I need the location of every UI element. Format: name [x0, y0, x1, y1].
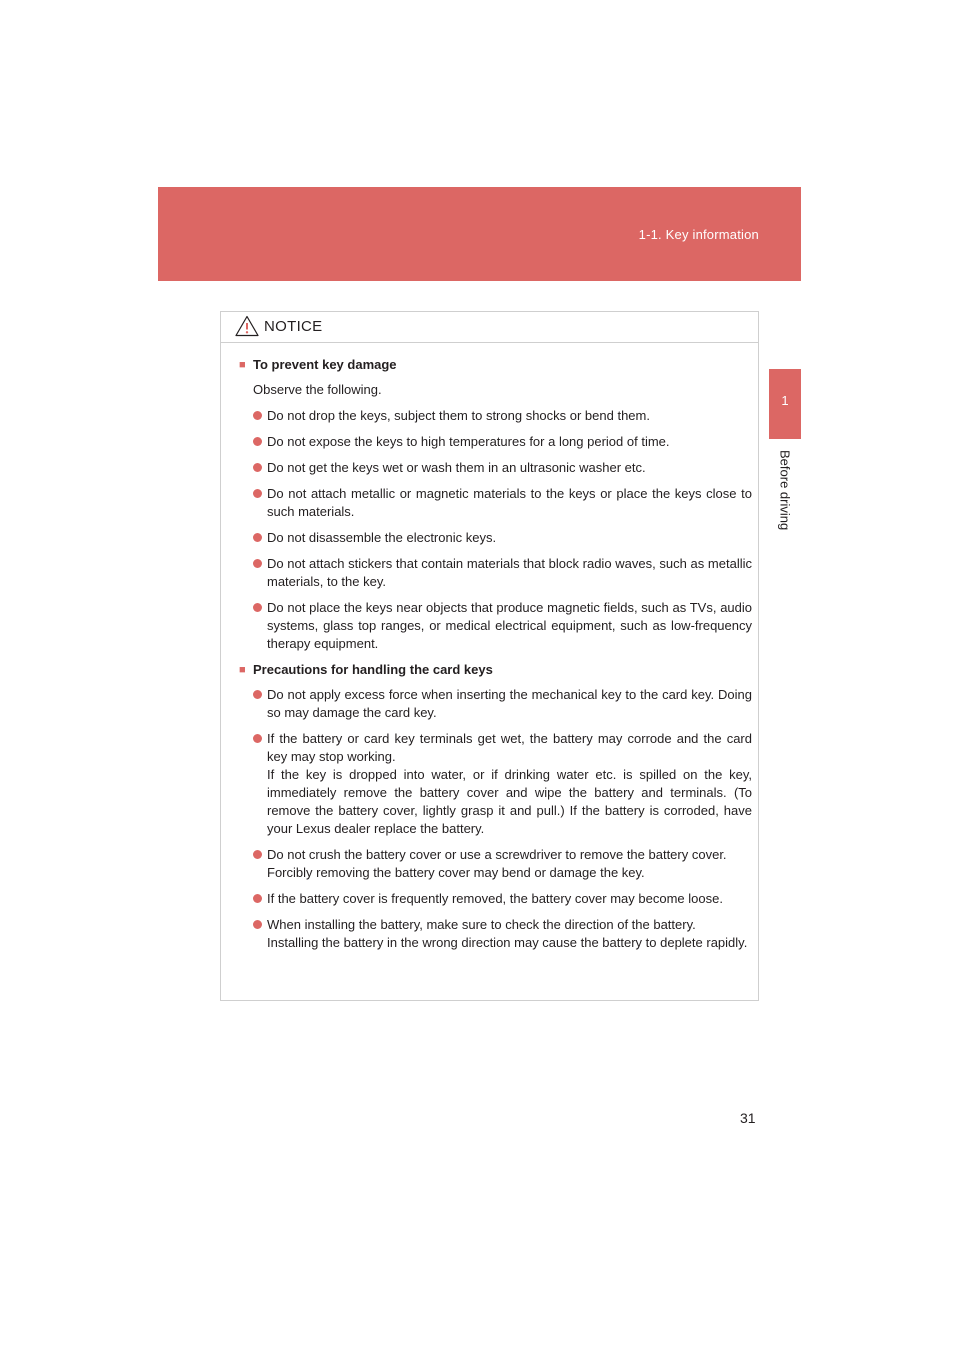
bullet-dot-icon	[253, 850, 262, 859]
list-item	[239, 485, 752, 521]
list-item	[239, 555, 752, 591]
section-header-band	[158, 187, 801, 281]
bullet-dot-icon	[253, 437, 262, 446]
list-item-continuation	[239, 934, 752, 952]
bullet-dot-icon	[253, 603, 262, 612]
section-heading	[239, 356, 752, 374]
notice-box	[220, 311, 759, 1001]
list-item	[239, 407, 752, 425]
list-item	[239, 459, 752, 477]
section-heading-text: To prevent key damage	[253, 357, 397, 372]
list-item-text: If the battery cover is frequently removed, the battery cover may become loose.	[267, 891, 723, 906]
list-item-text: Do not apply excess force when inserting the mechanical key to the card key. Doing so may damage the card key.	[267, 687, 752, 720]
bullet-dot-icon	[253, 533, 262, 542]
list-item	[239, 433, 752, 451]
list-item	[239, 890, 752, 908]
bullet-dot-icon	[253, 734, 262, 743]
square-bullet-icon: ■	[239, 664, 246, 676]
notice-heading: NOTICE	[264, 318, 323, 335]
notice-body	[221, 343, 758, 952]
chapter-label-text: Before driving	[777, 450, 793, 531]
list-item-text: If the battery or card key terminals get wet, the battery may corrode and the card key may stop working.	[267, 731, 752, 764]
bullet-dot-icon	[253, 894, 262, 903]
list-item-continuation	[239, 864, 752, 882]
bullet-dot-icon	[253, 411, 262, 420]
section-heading	[239, 661, 752, 679]
bullet-dot-icon	[253, 690, 262, 699]
section-heading-text: Precautions for handling the card keys	[253, 662, 493, 677]
chapter-number: 1	[781, 393, 789, 408]
bullet-dot-icon	[253, 559, 262, 568]
list-item-text: Do not expose the keys to high temperatures for a long period of time.	[267, 434, 670, 449]
list-item	[239, 599, 752, 653]
list-item	[239, 686, 752, 722]
page-number: 31	[740, 1110, 756, 1126]
list-item-text: Forcibly removing the battery cover may bend or damage the key.	[267, 865, 645, 880]
section-intro: Observe the following.	[253, 382, 382, 397]
list-item-text: Do not drop the keys, subject them to strong shocks or bend them.	[267, 408, 650, 423]
chapter-label	[770, 450, 800, 560]
list-item-text: Installing the battery in the wrong direction may cause the battery to deplete rapidly.	[267, 935, 748, 950]
warning-triangle-icon	[235, 315, 259, 337]
list-item	[239, 916, 752, 934]
list-item	[239, 529, 752, 547]
list-item-continuation	[239, 766, 752, 838]
list-item-text: Do not attach stickers that contain materials that block radio waves, such as metallic materials, to the key.	[267, 556, 752, 589]
square-bullet-icon: ■	[239, 359, 246, 371]
notice-header	[221, 312, 758, 343]
list-item-text: Do not place the keys near objects that produce magnetic fields, such as TVs, audio systems, glass top ranges, or medical electrical equipment, such as low-frequency therapy equipment.	[267, 600, 752, 651]
bullet-dot-icon	[253, 463, 262, 472]
list-item	[239, 730, 752, 766]
list-item-text: Do not attach metallic or magnetic materials to the keys or place the keys close to such materials.	[267, 486, 752, 519]
bullet-dot-icon	[253, 489, 262, 498]
list-item-text: Do not disassemble the electronic keys.	[267, 530, 497, 545]
list-item-text: Do not crush the battery cover or use a screwdriver to remove the battery cover.	[267, 847, 727, 862]
chapter-tab[interactable]	[769, 369, 801, 439]
section-title: 1-1. Key information	[638, 227, 759, 242]
bullet-dot-icon	[253, 920, 262, 929]
list-item-text: Do not get the keys wet or wash them in an ultrasonic washer etc.	[267, 460, 646, 475]
list-item	[239, 846, 752, 864]
list-item-text: If the key is dropped into water, or if drinking water etc. is spilled on the key, immediately remove the battery cover and wipe the battery and terminals. (To remove the battery cover, lightly grasp it and pull.) If the battery is corroded, have your Lexus dealer replace the battery.	[267, 767, 752, 836]
list-item-text: When installing the battery, make sure to check the direction of the battery.	[267, 917, 696, 932]
